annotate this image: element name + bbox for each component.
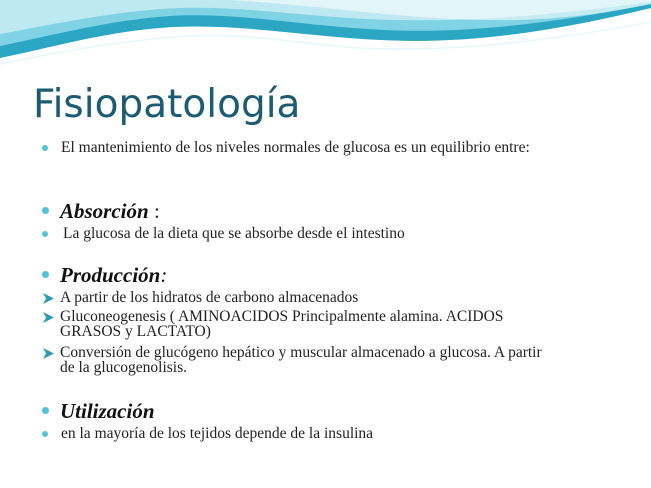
arrow-bullet-icon (42, 292, 55, 305)
slide-title: Fisiopatología (33, 82, 301, 127)
utilizacion-heading-text: Utilización (60, 399, 155, 423)
absorcion-bullet-text: La glucosa de la dieta que se absorbe desde el intestino (63, 225, 405, 242)
produccion-item-1-text: A partir de los hidratos de carbono almacenados (60, 289, 359, 306)
bullet-dot-icon (42, 407, 49, 414)
utilizacion-bullet-text: en la mayoría de los tejidos depende de la insulina (61, 425, 374, 442)
arrow-bullet-icon (42, 311, 55, 324)
bullet-dot-icon (42, 207, 49, 214)
produccion-heading-text: Producción: (60, 263, 168, 287)
produccion-item-2-line-1: Gluconeogenesis ( AMINOACIDOS Principalmente alamina. ACIDOS (60, 308, 504, 325)
bullet-dot-icon (42, 271, 49, 278)
header-wave-decoration (0, 0, 651, 80)
arrow-bullet-icon (42, 347, 55, 360)
bullet-dot-icon (42, 145, 48, 151)
produccion-item-2-line-2: GRASOS y LACTATO) (60, 323, 211, 340)
bullet-dot-icon (42, 431, 48, 437)
produccion-item-3-line-1: Conversión de glucógeno hepático y muscular almacenado a glucosa. A partir (60, 344, 542, 361)
produccion-item-3-line-2: de la glucogenolisis. (60, 359, 187, 376)
bullet-dot-icon (42, 231, 48, 237)
intro-text: El mantenimiento de los niveles normales de glucosa es un equilibrio entre: (61, 139, 530, 156)
absorcion-heading-text: Absorción : (60, 199, 160, 223)
